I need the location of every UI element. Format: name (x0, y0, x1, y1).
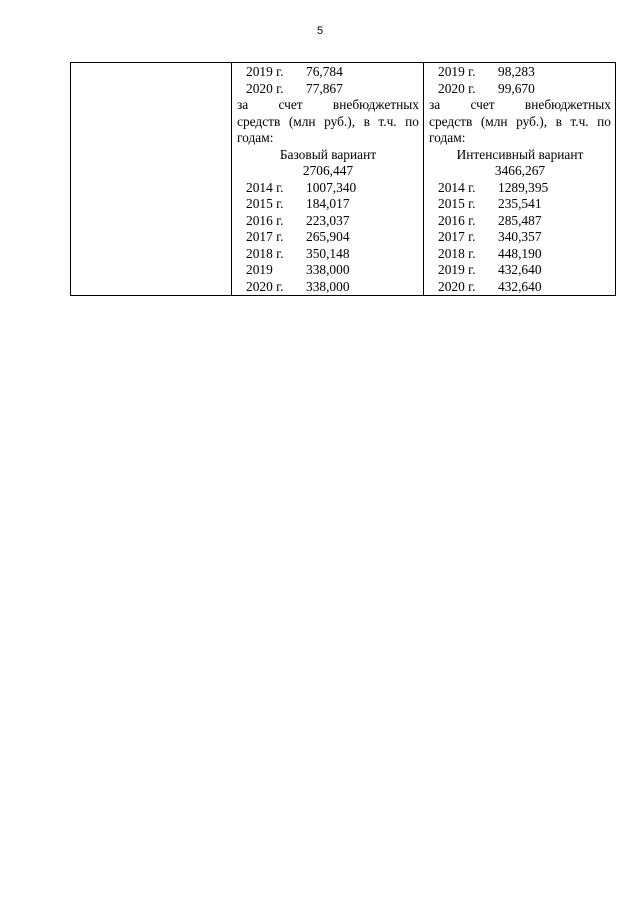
funding-source-line: годам: (237, 130, 274, 145)
list-item (237, 246, 419, 263)
list-item (237, 213, 419, 230)
year-label: 2016 г. (246, 212, 284, 228)
amount-value: 223,037 (306, 212, 350, 228)
list-item (237, 196, 419, 213)
year-label: 2017 г. (438, 229, 476, 244)
amount-value: 340,357 (498, 229, 542, 244)
year-label: 2015 г. (438, 196, 476, 211)
amount-value: 99,670 (498, 80, 535, 96)
funding-source-line: средств (млн руб.), в т.ч. по (429, 113, 611, 129)
variant-total: 2706,447 (302, 163, 354, 178)
funding-source-line: за счет внебюджетных (237, 97, 419, 112)
list-item (429, 229, 611, 246)
list-item (429, 196, 611, 213)
variant-title: Интенсивный вариант (456, 146, 584, 162)
amount-value: 184,017 (306, 196, 350, 211)
amount-value: 76,784 (306, 64, 343, 79)
base-variant-cell (232, 63, 424, 296)
year-label: 2017 г. (246, 229, 284, 244)
variant-total: 3466,267 (494, 163, 546, 178)
list-item (429, 180, 611, 197)
list-item (237, 262, 419, 279)
list-item (237, 279, 419, 296)
list-item (429, 81, 611, 98)
list-item (237, 180, 419, 197)
list-item (237, 229, 419, 246)
amount-value: 1289,395 (498, 179, 549, 195)
table-row (71, 63, 616, 296)
year-label: 2019 (246, 262, 273, 277)
empty-label-cell (71, 63, 232, 296)
amount-value: 98,283 (498, 64, 535, 79)
year-label: 2015 г. (246, 196, 284, 211)
year-label: 2014 г. (438, 179, 476, 195)
amount-value: 338,000 (306, 262, 350, 277)
year-label: 2018 г. (438, 245, 476, 261)
year-label: 2020 г. (438, 278, 476, 294)
year-label: 2016 г. (438, 212, 476, 228)
page-number: 5 (316, 25, 324, 37)
list-item (429, 246, 611, 263)
year-label: 2014 г. (246, 179, 284, 195)
amount-value: 448,190 (498, 245, 542, 261)
amount-value: 285,487 (498, 212, 542, 228)
funding-table (70, 62, 616, 296)
year-label: 2019 г. (438, 262, 476, 277)
year-label: 2019 г. (246, 64, 284, 79)
funding-source-line: годам: (429, 130, 466, 145)
intensive-variant-cell (424, 63, 616, 296)
list-item (429, 279, 611, 296)
amount-value: 77,867 (306, 80, 343, 96)
amount-value: 1007,340 (306, 179, 357, 195)
list-item (237, 64, 419, 81)
amount-value: 338,000 (306, 278, 350, 294)
year-label: 2020 г. (246, 80, 284, 96)
list-item (429, 64, 611, 81)
funding-source-line: средств (млн руб.), в т.ч. по (237, 113, 419, 129)
list-item (429, 262, 611, 279)
funding-source-line: за счет внебюджетных (429, 97, 611, 112)
amount-value: 235,541 (498, 196, 542, 211)
year-label: 2018 г. (246, 245, 284, 261)
variant-title: Базовый вариант (279, 146, 377, 162)
year-label: 2019 г. (438, 64, 476, 79)
list-item (429, 213, 611, 230)
amount-value: 432,640 (498, 278, 542, 294)
amount-value: 350,148 (306, 245, 350, 261)
list-item (237, 81, 419, 98)
year-label: 2020 г. (246, 278, 284, 294)
amount-value: 265,904 (306, 229, 350, 244)
amount-value: 432,640 (498, 262, 542, 277)
year-label: 2020 г. (438, 80, 476, 96)
